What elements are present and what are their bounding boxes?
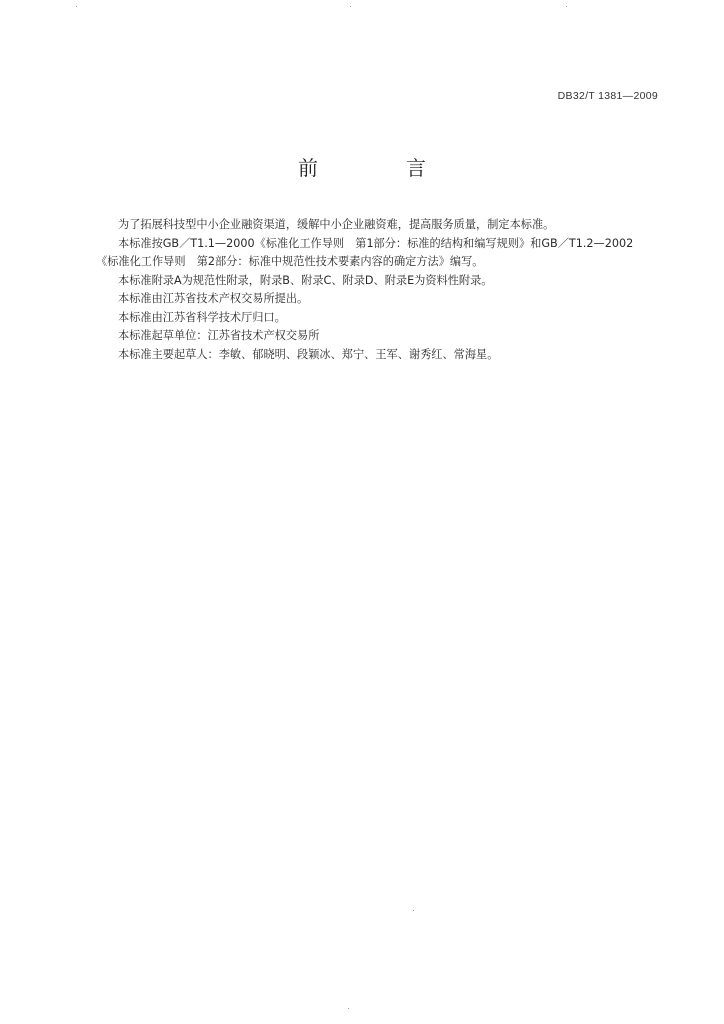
paragraph-drafting-unit: 本标准起草单位：江苏省技术产权交易所	[118, 329, 320, 342]
paragraph-administrator: 本标准由江苏省科学技术厅归口。	[118, 310, 286, 324]
paragraph-purpose: 为了拓展科技型中小企业融资渠道，缓解中小企业融资难，提高服务质量，制定本标准。	[118, 218, 555, 231]
paragraph-appendices: 本标准附录A为规范性附录，附录B、附录C、附录D、附录E为资料性附录。	[118, 273, 493, 287]
scan-speck	[76, 6, 77, 7]
paragraph-drafting-basis-continued: 《标准化工作导则 第2部分：标准中规范性技术要素内容的确定方法》编写。	[96, 255, 484, 268]
scan-speck	[413, 910, 414, 911]
standard-code: DB32/T 1381—2009	[557, 90, 658, 102]
paragraph-proposer: 本标准由江苏省技术产权交易所提出。	[118, 292, 309, 305]
scan-speck	[566, 6, 567, 7]
paragraph-drafters: 本标准主要起草人：李敏、郁晓明、段颖冰、郑宁、王军、谢秀红、常海星。	[118, 347, 499, 361]
foreword-body	[96, 216, 666, 364]
page-title: 前 言	[298, 156, 460, 180]
scan-speck	[348, 1008, 349, 1009]
paragraph-drafting-basis: 本标准按GB／T1.1—2000《标准化工作导则 第1部分：标准的结构和编写规则》和GB／T1.2—2002	[118, 236, 634, 250]
scan-speck	[350, 6, 351, 7]
